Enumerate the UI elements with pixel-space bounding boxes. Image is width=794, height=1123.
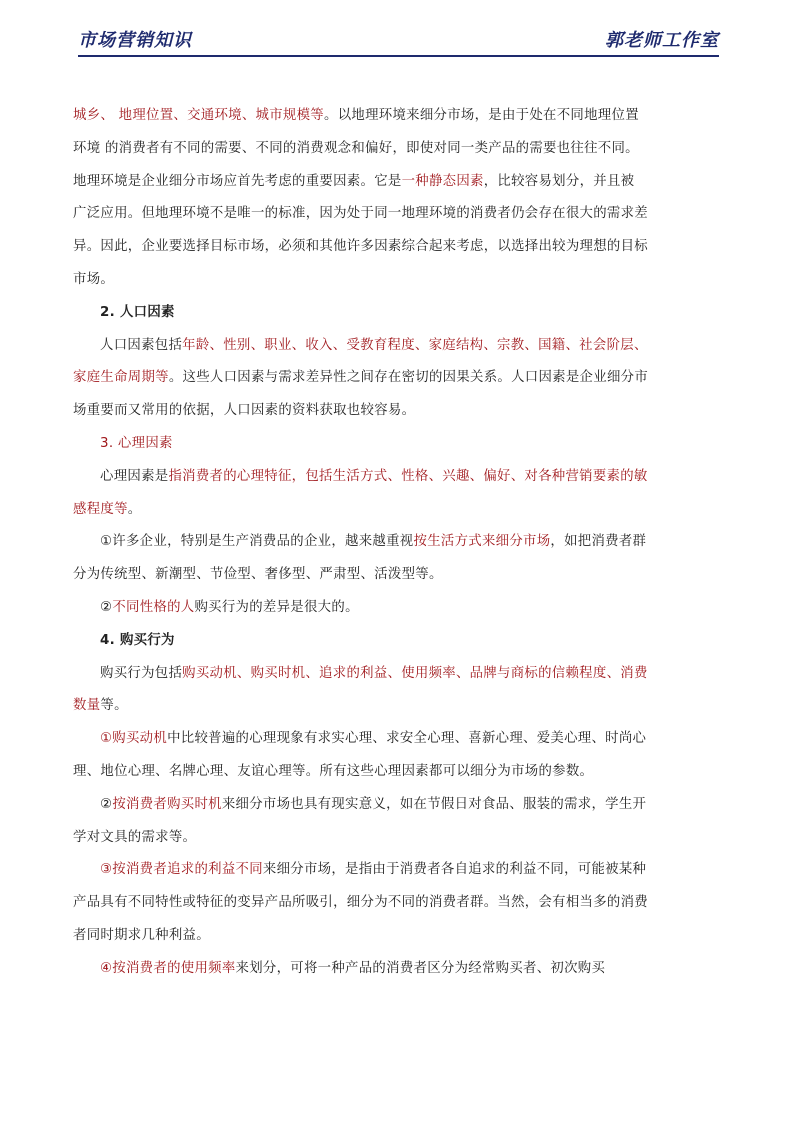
paragraph [73,953,648,986]
body-text: 购买行为包括 [100,665,183,681]
body-text: 来细分市场，是指由于消费者各自追求的利益不同，可能被某种产品具有不同特性或特征的变异产品所吸引，细分为不同的消费者群。当然，会有相当多的消费者同时期求几种利益。 [73,862,649,943]
section-heading: 4. 购买行为 [100,632,175,648]
body-text: 。以地理环境来细分市场，是由于处在不同地理位置环境 的消费者有不同的需要、不同的消费观念和偏好，即使对同一类产品的需要也往往不同。地理环境是企业细分市场应首先考虑的重要因素。它是 [73,108,639,189]
paragraph [73,854,648,952]
highlighted-text: 3. 心理因素 [100,435,173,451]
body-text: 等。 [100,698,128,714]
highlighted-text: 一种静态因素 [401,173,484,189]
highlighted-text: 不同性格的人 [112,599,195,615]
paragraph [73,658,648,724]
paragraph [73,592,648,625]
body-text: 来细分市场也具有现实意义，如在节假日对食品、服装的需求，学生开学对文具的需求等。 [73,796,647,845]
body-text: ，比较容易划分，并且被广泛应用。但地理环境不是唯一的标准，因为处于同一地理环境的消费者仍会存在很大的需求差异。因此，企业要选择目标市场，必须和其他许多因素综合起来考虑，以选择出较为理想的目标市场。 [73,173,649,287]
body-text: 购买行为的差异是很大的。 [194,599,359,615]
body-text: ② [100,796,113,812]
body-text: ② [100,599,113,615]
section-heading: 2. 人口因素 [100,304,175,320]
highlighted-text: 按生活方式来细分市场 [413,534,551,550]
header-left-title: 市场营销知识 [78,30,192,51]
highlighted-text: ③按消费者追求的利益不同 [100,862,263,878]
paragraph [73,100,648,297]
body-text: 心理因素是 [100,468,169,484]
header-right-title: 郭老师工作室 [605,30,719,51]
highlighted-text: 购买动机、购买时机、追求的利益、使用频率、品牌与商标的信赖程度、消费数量 [73,665,648,714]
paragraph [73,723,648,789]
body-text: 来划分，可将一种产品的消费者区分为经常购买者、初次购买 [235,960,606,976]
document-body [73,100,648,986]
highlighted-text: ④按消费者的使用频率 [100,960,236,976]
paragraph [73,297,648,330]
paragraph [73,461,648,527]
paragraph [73,526,648,592]
paragraph [73,789,648,855]
paragraph [73,428,648,461]
body-text: 。 [127,501,142,517]
highlighted-text: 年龄、性别、职业、收入、受教育程度、家庭结构、宗教、国籍、社会阶层、家庭生命周期等 [73,337,648,386]
body-text: ，如把消费者群分为传统型、新潮型、节俭型、奢侈型、严肃型、活泼型等。 [73,534,647,583]
paragraph [73,625,648,658]
page-header [78,22,719,57]
highlighted-text: ①购买动机 [100,731,168,747]
body-text: ①许多企业，特别是生产消费品的企业，越来越重视 [100,534,414,550]
body-text: 人口因素包括 [100,337,183,353]
highlighted-text: 城乡、 地理位置、交通环境、城市规模等 [73,108,324,123]
body-text: 中比较普遍的心理现象有求实心理、求安全心理、喜新心理、爱美心理、时尚心理、地位心理、名牌心理、友谊心理等。所有这些心理因素都可以细分为市场的参数。 [73,731,647,779]
highlighted-text: 按消费者购买时机 [112,796,222,812]
highlighted-text: 指消费者的心理特征，包括生活方式、性格、兴趣、偏好、对各种营销要素的敏感程度等 [73,468,648,517]
paragraph [73,330,648,428]
body-text: 。这些人口因素与需求差异性之间存在密切的因果关系。人口因素是企业细分市场重要而又常用的依据，人口因素的资料获取也较容易。 [73,370,649,419]
